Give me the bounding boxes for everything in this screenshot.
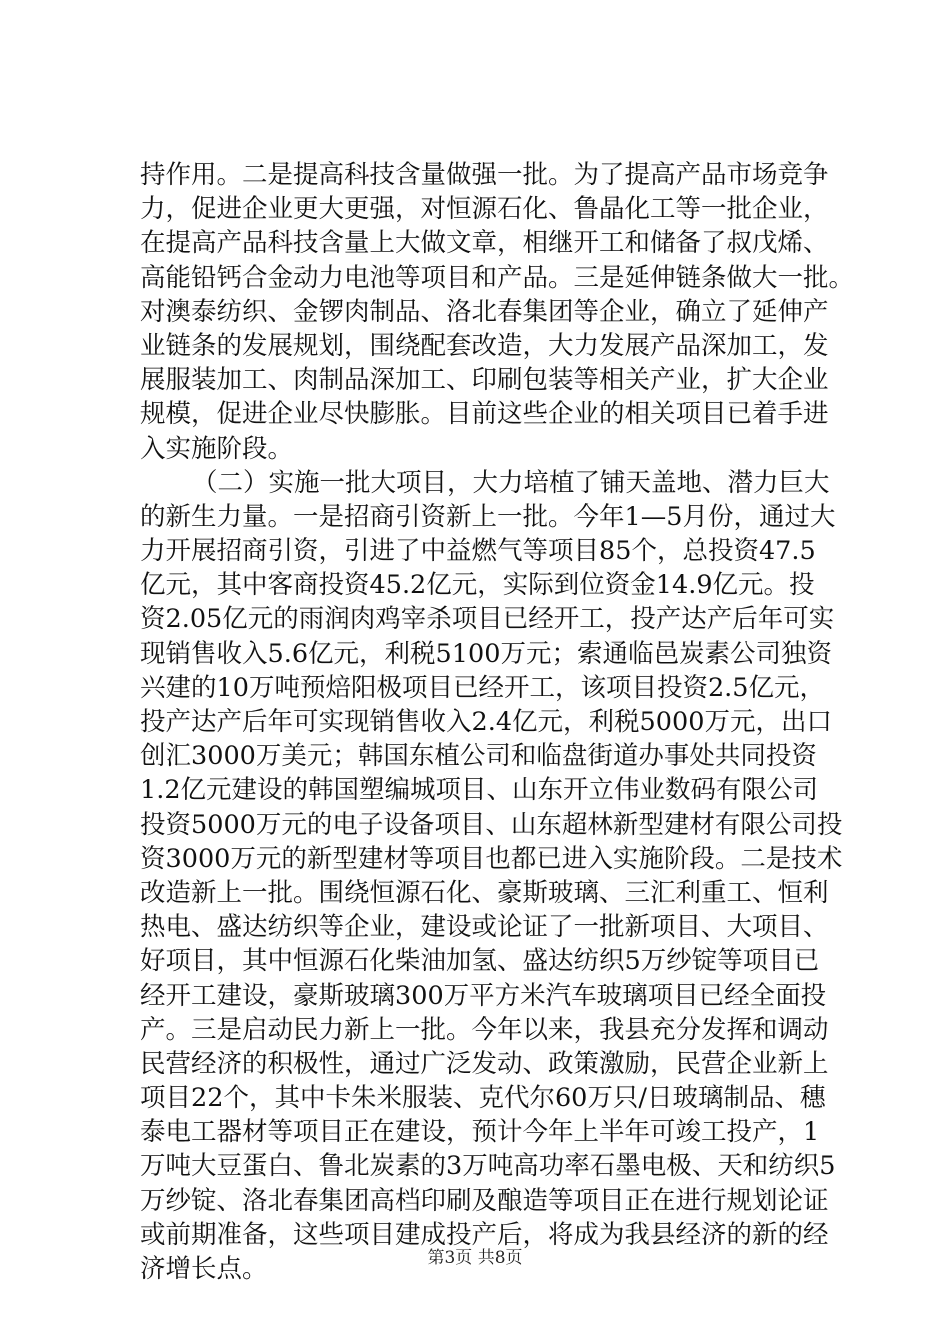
text-line: 泰电工器材等项目正在建设，预计今年上半年可竣工投产，1 [140, 1117, 820, 1148]
text-line: 在提高产品科技含量上大做文章，相继开工和储备了叔戊烯、 [140, 228, 829, 259]
text-line: 经开工建设，豪斯玻璃300万平方米汽车玻璃项目已经全面投 [140, 980, 827, 1011]
text-line: 展服装加工、肉制品深加工、印刷包装等相关产业，扩大企业 [140, 365, 829, 396]
page-number: 第3页 共8页 [427, 1248, 523, 1268]
body-text [140, 158, 855, 1286]
text-line: 对澳泰纺织、金锣肉制品、洛北春集团等企业，确立了延伸产 [140, 296, 829, 327]
text-line: 资3000万元的新型建材等项目也都已进入实施阶段。二是技术 [140, 843, 843, 874]
text-line: 现销售收入5.6亿元，利税5100万元；索通临邑炭素公司独资 [140, 638, 832, 669]
text-line: 的新生力量。一是招商引资新上一批。今年1—5月份，通过大 [140, 501, 836, 532]
text-line: 入实施阶段。 [140, 433, 294, 464]
text-line: 万吨大豆蛋白、鲁北炭素的3万吨高功率石墨电极、天和纺织5 [140, 1151, 836, 1182]
text-line: 万纱锭、洛北春集团高档印刷及酿造等项目正在进行规划论证 [140, 1185, 829, 1216]
text-line: 兴建的10万吨预焙阳极项目已经开工，该项目投资2.5亿元， [140, 672, 826, 703]
text-line: 创汇3000万美元；韩国东植公司和临盘街道办事处共同投资 [140, 741, 817, 772]
text-line: 投资5000万元的电子设备项目、山东超林新型建材有限公司投 [140, 809, 843, 840]
text-line: 规模，促进企业尽快膨胀。目前这些企业的相关项目已着手进 [140, 399, 829, 430]
text-line: 好项目，其中恒源石化柴油加氢、盛达纺织5万纱锭等项目已 [140, 946, 820, 977]
text-line: 资2.05亿元的雨润肉鸡宰杀项目已经开工，投产达产后年可实 [140, 604, 835, 635]
text-line: 1.2亿元建设的韩国塑编城项目、山东开立伟业数码有限公司 [140, 775, 819, 806]
page-footer [0, 1243, 950, 1268]
text-line: 项目22个，其中卡朱米服装、克代尔60万只/日玻璃制品、穗 [140, 1083, 826, 1114]
text-line: （二）实施一批大项目，大力培植了铺天盖地、潜力巨大 [192, 467, 830, 498]
text-line: 热电、盛达纺织等企业，建设或论证了一批新项目、大项目、 [140, 912, 829, 943]
text-line: 产。三是启动民力新上一批。今年以来，我县充分发挥和调动 [140, 1014, 829, 1045]
text-line: 力，促进企业更大更强，对恒源石化、鲁晶化工等一批企业， [140, 194, 829, 225]
text-line: 投产达产后年可实现销售收入2.4亿元，利税5000万元，出口 [140, 707, 832, 737]
text-line: 亿元，其中客商投资45.2亿元，实际到位资金14.9亿元。投 [140, 570, 815, 601]
text-line: 持作用。二是提高科技含量做强一批。为了提高产品市场竞争 [140, 160, 829, 190]
text-line: 业链条的发展规划，围绕配套改造，大力发展产品深加工，发 [140, 330, 829, 361]
paragraph-2 [140, 466, 843, 1287]
text-line: 民营经济的积极性，通过广泛发动、政策激励，民营企业新上 [140, 1048, 829, 1079]
text-line: 济增长点。 [140, 1254, 268, 1284]
text-line: 或前期准备，这些项目建成投产后，将成为我县经济的新的经 [140, 1219, 829, 1250]
text-line: 力开展招商引资，引进了中益燃气等项目85个，总投资47.5 [140, 536, 816, 567]
text-line: 高能铅钙合金动力电池等项目和产品。三是延伸链条做大一批。 [140, 262, 855, 293]
paragraph-1 [140, 158, 855, 466]
text-line: 改造新上一批。围绕恒源石化、豪斯玻璃、三汇利重工、恒利 [140, 877, 829, 908]
